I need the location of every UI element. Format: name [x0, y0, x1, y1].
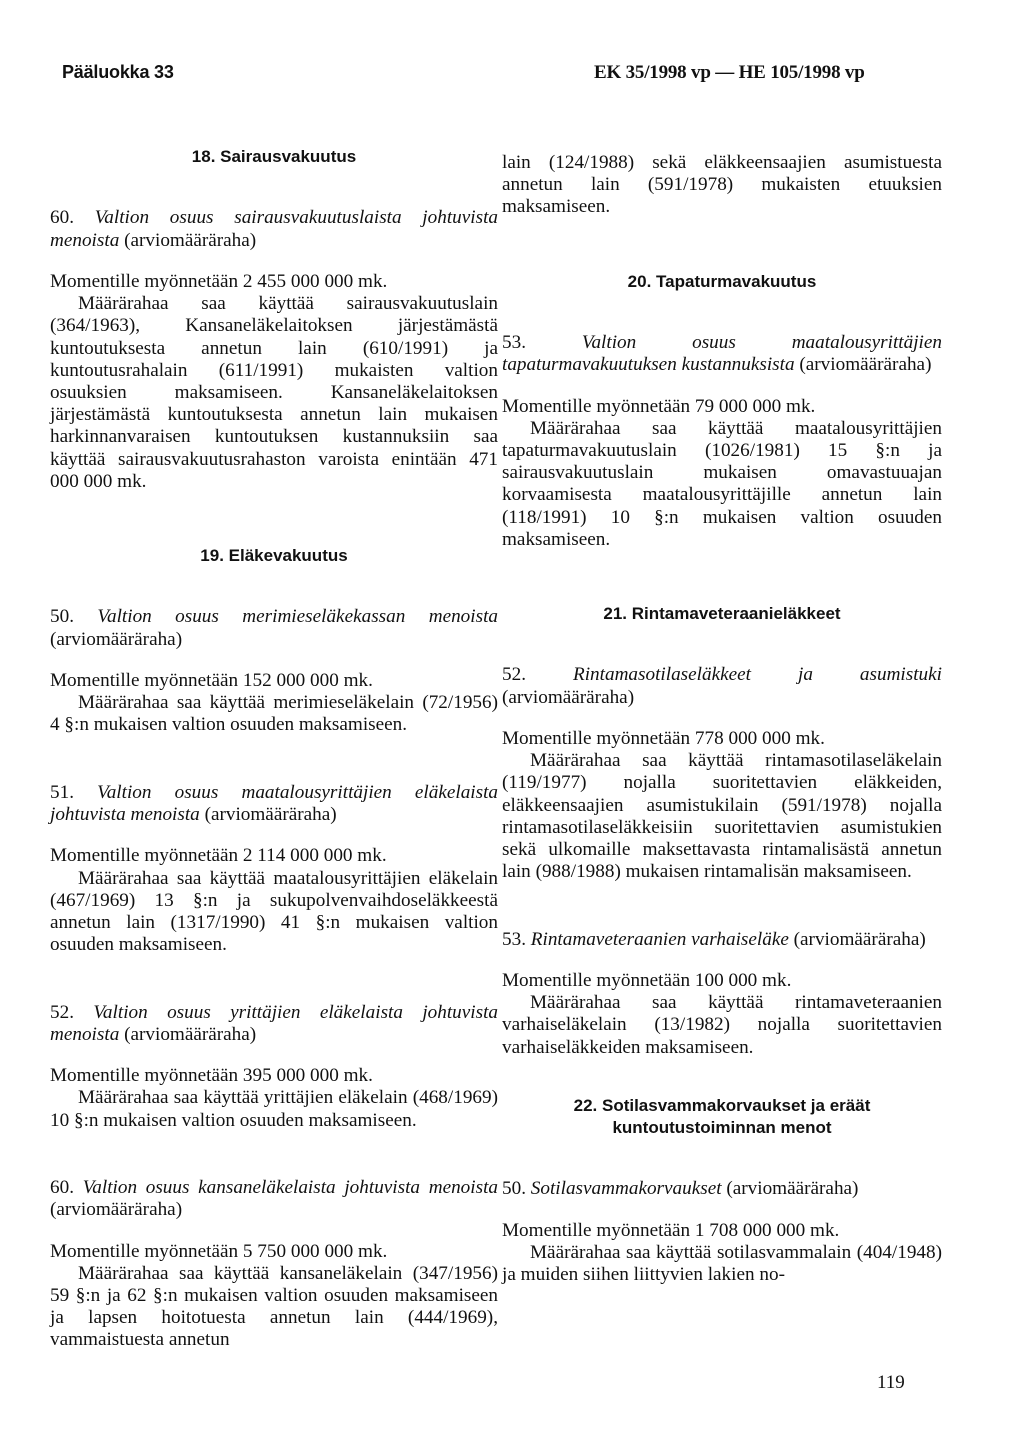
item-amount: Momentille myönnetään 395 000 000 mk.: [50, 1065, 373, 1087]
running-header-left: Pääluokka 33: [62, 62, 174, 82]
item-amount: Momentille myönnetään 100 000 mk.: [502, 970, 792, 991]
item-title: [502, 1178, 942, 1200]
item-name: Valtion osuus maatalousyrittäjien eläkelaista johtuvista menoista: [50, 781, 499, 825]
section-heading-21: 21. Rintamaveteraanieläkkeet: [603, 604, 841, 624]
item-21-53: [502, 929, 942, 1059]
item-text: Määrärahaa saa käyttää kansaneläkelain (347/1956) 59 §:n ja 62 §:n mukaisen valtion osuuden maksamiseen ja lapsen hoitotuesta annetun lain (444/1969), vammaistuesta annetun: [50, 1262, 498, 1351]
item-tag: (arviomääräraha): [50, 1199, 183, 1221]
item-18-60: [50, 207, 498, 493]
item-tag: (arviomääräraha): [502, 686, 635, 708]
item-20-53: [502, 332, 942, 551]
item-amount: Momentille myönnetään 5 750 000 000 mk.: [50, 1240, 388, 1262]
item-amount: Momentille myönnetään 1 708 000 000 mk.: [502, 1219, 840, 1241]
item-title: [50, 606, 498, 650]
section-heading-18: 18. Sairausvakuutus: [191, 147, 357, 166]
item-tag: (arviomääräraha): [793, 928, 926, 950]
item-amount: Momentille myönnetään 79 000 000 mk.: [502, 395, 816, 417]
item-title: [502, 664, 942, 708]
item-name: Valtion osuus sairausvakuutuslaista johtuvista menoista: [50, 207, 498, 251]
item-number: 60.: [50, 207, 74, 229]
section-heading-20: 20. Tapaturmavakuutus: [627, 271, 817, 291]
item-text: Määrärahaa saa käyttää sairausvakuutuslain (364/1963), Kansaneläkelaitoksen järjestämästä kuntoutuksesta annetun lain (610/1991) ja kuntoutusrahalain (611/1991) mukaisten valtion osuuksien maksamiseen. Kansaneläkelaitoksen järjestämästä kuntoutuksesta annetun lain mukaisen harkinnanvaraisen kuntoutuksen kustannuksiin saa käyttää sairausvakuutusrahaston varoista enintään 471 000 000 mk.: [50, 293, 498, 492]
item-number: 50.: [50, 606, 74, 628]
item-21-52: [502, 664, 942, 883]
section-heading-22: 22. Sotilasvammakorvaukset ja eräät kuntoutustoiminnan menot: [573, 1095, 871, 1138]
item-number: 53.: [502, 332, 526, 353]
item-number: 60.: [50, 1176, 74, 1198]
item-title: [50, 1177, 498, 1221]
item-22-50: [502, 1178, 942, 1286]
item-tag: (arviomääräraha): [124, 1023, 257, 1045]
left-column: [50, 146, 498, 1352]
item-name: Valtion osuus maatalousyrittäjien tapaturmavakuutuksen kustannuksista: [502, 332, 942, 376]
item-title: [50, 1002, 498, 1046]
item-text: Määrärahaa saa käyttää yrittäjien eläkelain (468/1969) 10 §:n mukaisen valtion osuuden maksamiseen.: [50, 1087, 498, 1131]
item-19-52: [50, 1002, 498, 1132]
item-name: Valtion osuus kansaneläkelaista johtuvista menoista: [82, 1176, 499, 1198]
item-name: Valtion osuus merimieseläkekassan menoista: [97, 606, 498, 628]
item-text: Määrärahaa saa käyttää rintamasotilaseläkelain (119/1977) nojalla suoritettavien eläkkeiden, eläkkeensaajien asumistukilain (591/1978) nojalla rintamasotilaseläkkeisiin suoritettavien asumistukien sekä ulkomaille maksettavasta rintamalisästä annetun lain (988/1988) mukaisen rintamalisän maksamiseen.: [502, 750, 942, 883]
item-name: Sotilasvammakorvaukset: [530, 1178, 722, 1200]
item-amount: Momentille myönnetään 2 455 000 000 mk.: [50, 270, 388, 292]
item-tag: (arviomääräraha): [799, 354, 932, 376]
item-name: Valtion osuus yrittäjien eläkelaista johtuvista menoista: [50, 1001, 498, 1045]
item-amount: Momentille myönnetään 152 000 000 mk.: [50, 670, 373, 691]
item-number: 53.: [502, 928, 526, 950]
item-19-50: [50, 606, 498, 736]
item-amount: Momentille myönnetään 2 114 000 000 mk.: [50, 845, 387, 867]
item-text: Määrärahaa saa käyttää rintamaveteraanien varhaiseläkelain (13/1982) nojalla suoritettavien varhaiseläkkeiden maksamiseen.: [502, 992, 942, 1058]
item-19-51: [50, 782, 498, 957]
running-header-right: EK 35/1998 vp — HE 105/1998 vp: [594, 62, 865, 83]
continuation-text: lain (124/1988) sekä eläkkeensaajien asumistuesta annetun lain (591/1978) mukaisten etuuksien maksamiseen.: [502, 152, 942, 218]
item-tag: (arviomääräraha): [124, 229, 257, 251]
section-heading-19: 19. Eläkevakuutus: [200, 546, 348, 566]
item-title: [502, 332, 942, 376]
item-name: Rintamasotilaseläkkeet ja asumistuki: [573, 664, 942, 686]
item-title: [50, 782, 498, 826]
item-tag: (arviomääräraha): [204, 804, 337, 825]
item-title: [50, 207, 498, 251]
item-amount: Momentille myönnetään 778 000 000 mk.: [502, 728, 825, 749]
item-text: Määrärahaa saa käyttää sotilasvammalain (404/1948) ja muiden siihen liittyvien lakien no-: [502, 1242, 942, 1286]
item-tag: (arviomääräraha): [50, 628, 183, 650]
item-number: 50.: [502, 1178, 526, 1200]
item-number: 52.: [502, 664, 526, 686]
item-19-60: [50, 1177, 498, 1352]
item-text: Määrärahaa saa käyttää maatalousyrittäjien tapaturmavakuutuslain (1026/1981) 15 §:n ja sairausvakuutuslain mukaisen omavastuuajan korvaamisesta maatalousyrittäjille annetun lain (118/1991) 10 §:n mukaisen valtion osuuden maksamiseen.: [502, 417, 942, 550]
page-number: 119: [877, 1372, 905, 1393]
item-title: [502, 929, 942, 951]
item-name: Rintamaveteraanien varhaiseläke: [530, 928, 789, 950]
item-text: Määrärahaa saa käyttää maatalousyrittäjien eläkelain (467/1969) 13 §:n ja sukupolvenvaihdoseläkkeestä annetun lain (1317/1990) 41 §:n mukaisen valtion osuuden maksamiseen.: [50, 867, 498, 956]
item-tag: (arviomääräraha): [726, 1178, 859, 1200]
item-number: 51.: [50, 781, 74, 803]
right-column: [502, 152, 942, 1286]
item-number: 52.: [50, 1001, 74, 1023]
item-text: Määrärahaa saa käyttää merimieseläkelain (72/1956) 4 §:n mukaisen valtion osuuden maksamiseen.: [50, 692, 498, 736]
